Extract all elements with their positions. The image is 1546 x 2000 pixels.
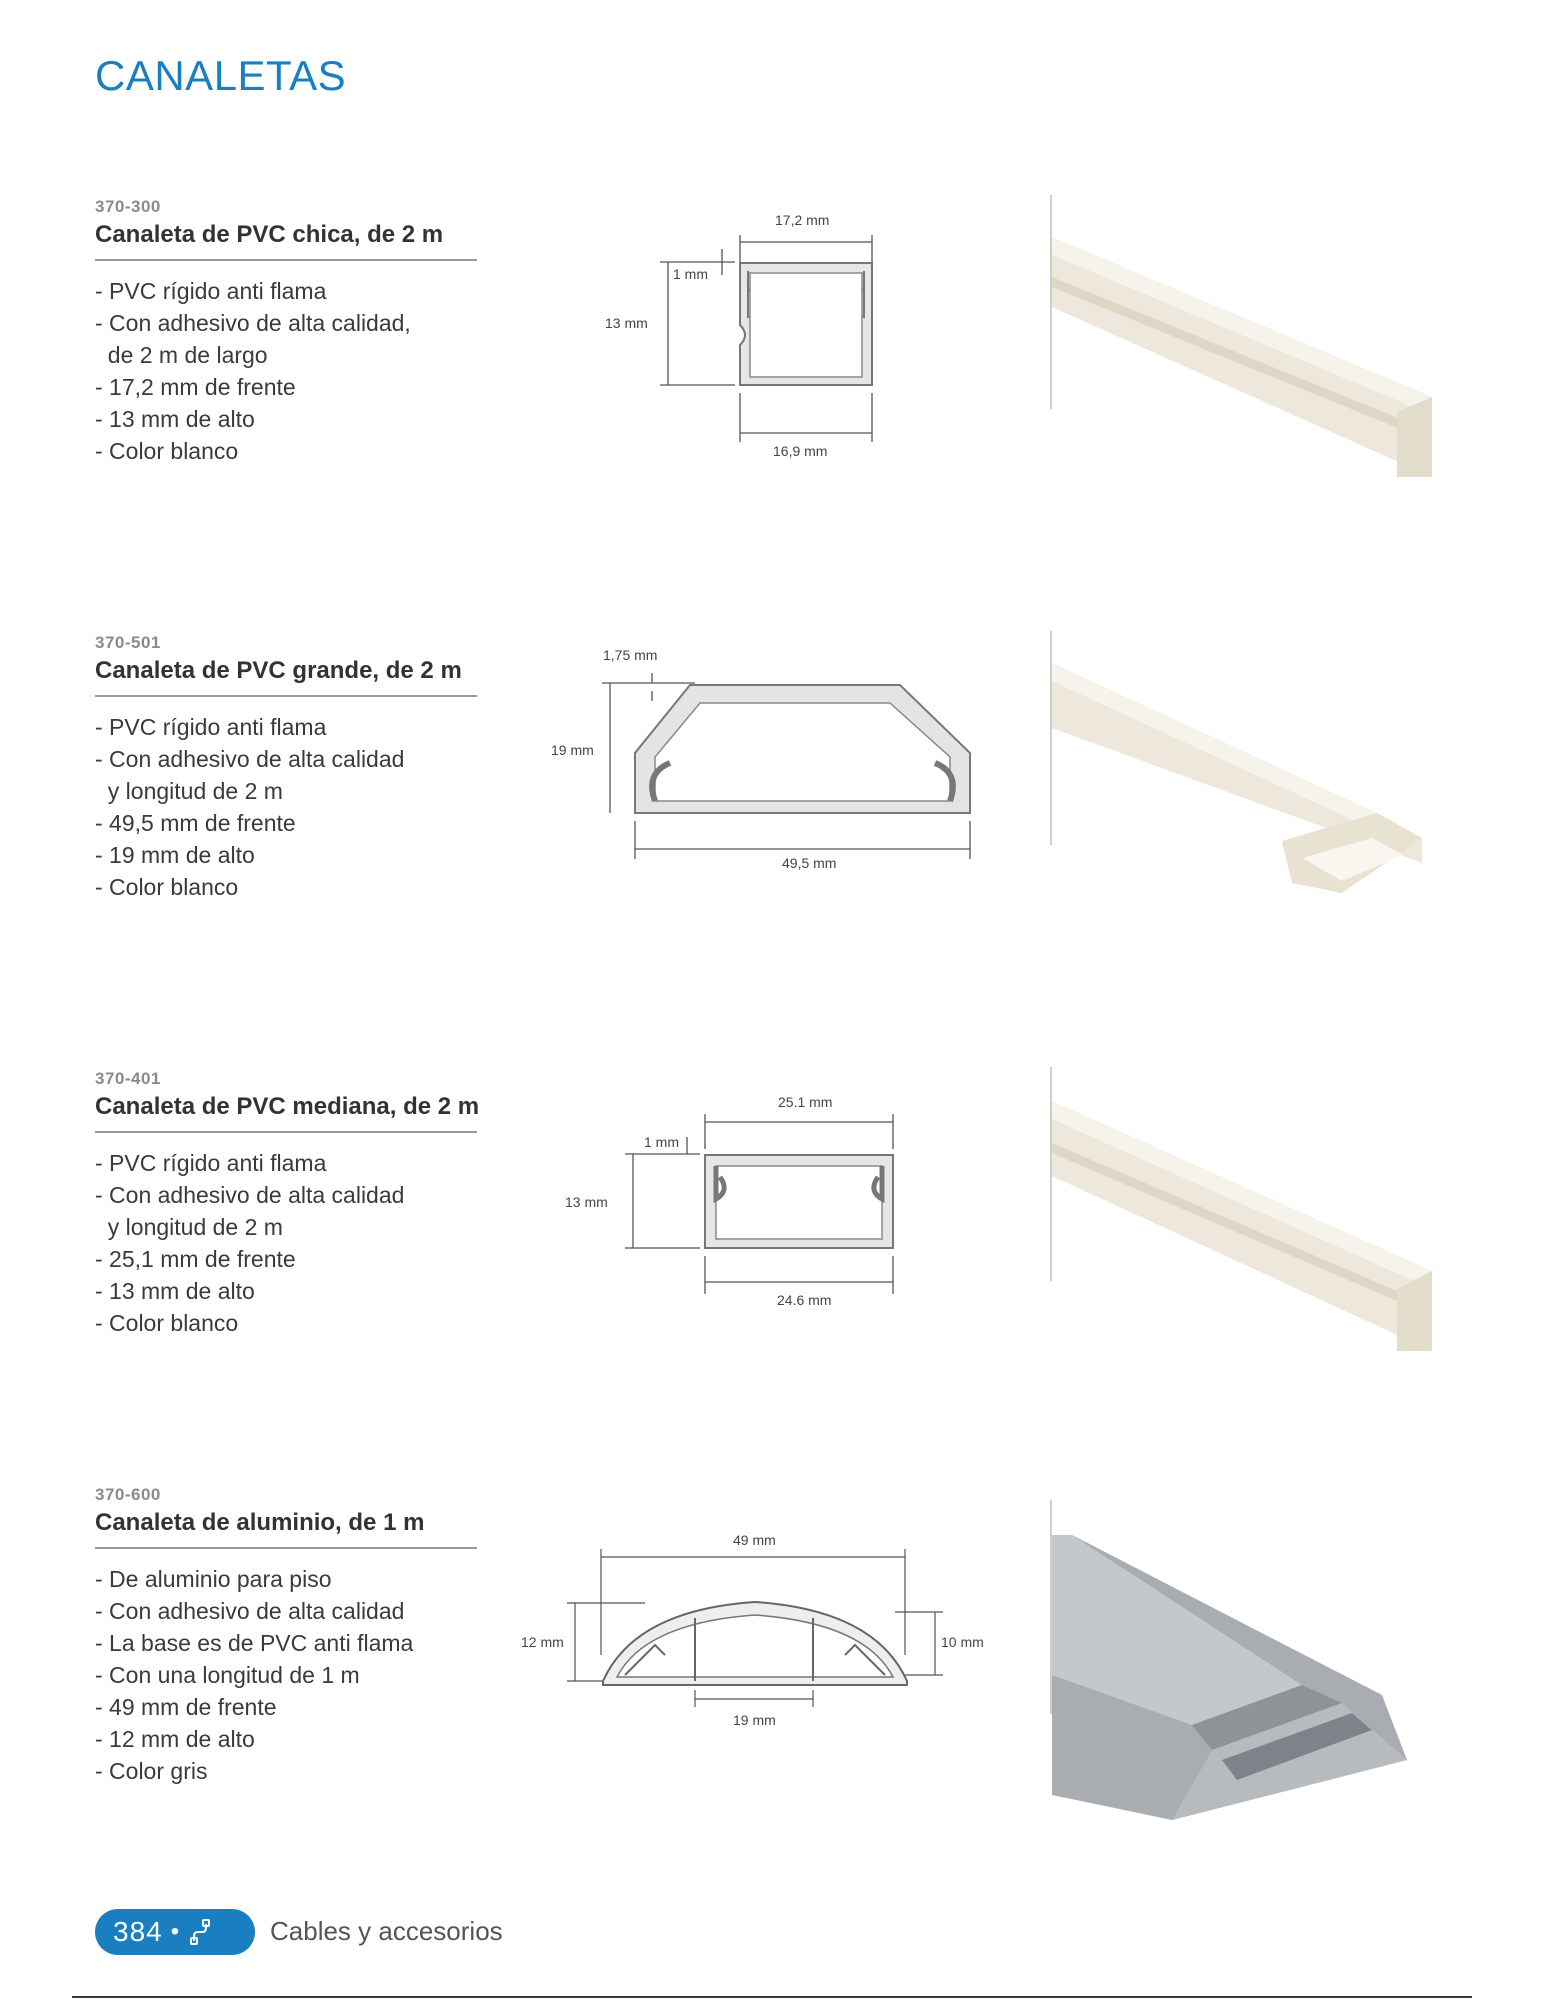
product-photo xyxy=(1052,237,1432,482)
feature-item: - Color blanco xyxy=(95,874,239,900)
page-number: 384 xyxy=(113,1916,163,1947)
cross-section-diagram xyxy=(590,197,910,467)
product-code: 370-401 xyxy=(95,1069,161,1088)
feature-list xyxy=(95,1563,413,1787)
feature-list xyxy=(95,711,404,903)
cross-section-diagram xyxy=(560,1069,920,1319)
product-name: Canaleta de PVC mediana, de 2 m xyxy=(95,1093,480,1120)
feature-item: y longitud de 2 m xyxy=(95,1214,283,1240)
feature-item: - Con adhesivo de alta calidad xyxy=(95,1598,405,1624)
dim-width: 49,5 mm xyxy=(782,855,837,871)
feature-item: - 25,1 mm de frente xyxy=(95,1246,296,1272)
feature-item: - Color gris xyxy=(95,1758,208,1784)
cross-section-diagram xyxy=(545,633,985,883)
feature-item: - 49,5 mm de frente xyxy=(95,810,296,836)
feature-item: - 19 mm de alto xyxy=(95,842,255,868)
separator-dot: • xyxy=(170,1918,180,1945)
cable-icon xyxy=(189,1919,215,1945)
feature-item: - Con adhesivo de alta calidad xyxy=(95,1182,405,1208)
feature-item: - 13 mm de alto xyxy=(95,1278,255,1304)
product-photo xyxy=(1052,1535,1412,1820)
dim-channel: 19 mm xyxy=(733,1712,776,1728)
feature-item: - PVC rígido anti flama xyxy=(95,1150,327,1176)
dim-bottom-width: 24.6 mm xyxy=(777,1292,832,1308)
title-divider xyxy=(95,1547,477,1549)
feature-item: - La base es de PVC anti flama xyxy=(95,1630,414,1656)
product-photo xyxy=(1052,663,1422,903)
dim-height: 13 mm xyxy=(605,315,648,331)
dim-height: 19 mm xyxy=(551,742,594,758)
cross-section-diagram xyxy=(515,1485,1005,1730)
product-code: 370-600 xyxy=(95,1485,161,1504)
footer-page-badge xyxy=(95,1909,255,1955)
product-code: 370-300 xyxy=(95,197,161,216)
dim-wall: 1 mm xyxy=(673,266,708,282)
dim-wall: 1 mm xyxy=(644,1134,679,1150)
title-divider xyxy=(95,1131,477,1133)
feature-list xyxy=(95,1147,404,1339)
feature-item: y longitud de 2 m xyxy=(95,778,283,804)
product-name: Canaleta de PVC grande, de 2 m xyxy=(95,657,462,684)
title-divider xyxy=(95,259,477,261)
feature-item: - 13 mm de alto xyxy=(95,406,255,432)
dim-bottom-width: 16,9 mm xyxy=(773,443,828,459)
feature-item: - 17,2 mm de frente xyxy=(95,374,296,400)
dim-wall: 1,75 mm xyxy=(603,647,658,663)
feature-item: - Con adhesivo de alta calidad xyxy=(95,746,405,772)
footer-section-title: Cables y accesorios xyxy=(270,1916,503,1946)
feature-item: de 2 m de largo xyxy=(95,342,268,368)
dim-top-width: 25.1 mm xyxy=(778,1094,833,1110)
feature-item: - 49 mm de frente xyxy=(95,1694,277,1720)
product-code: 370-501 xyxy=(95,633,161,652)
feature-item: - PVC rígido anti flama xyxy=(95,278,327,304)
dim-width: 49 mm xyxy=(733,1532,776,1548)
feature-item: - PVC rígido anti flama xyxy=(95,714,327,740)
page-title: CANALETAS xyxy=(95,52,347,99)
dim-top-width: 17,2 mm xyxy=(775,212,830,228)
footer-divider xyxy=(72,1996,1472,1998)
dim-right-height: 10 mm xyxy=(941,1634,984,1650)
feature-item: - Con adhesivo de alta calidad, xyxy=(95,310,411,336)
product-photo xyxy=(1052,1101,1432,1356)
dim-left-height: 12 mm xyxy=(521,1634,564,1650)
dim-height: 13 mm xyxy=(565,1194,608,1210)
feature-item: - Con una longitud de 1 m xyxy=(95,1662,360,1688)
feature-item: - De aluminio para piso xyxy=(95,1566,332,1592)
product-name: Canaleta de aluminio, de 1 m xyxy=(95,1509,425,1536)
feature-list xyxy=(95,275,411,467)
title-divider xyxy=(95,695,477,697)
feature-item: - Color blanco xyxy=(95,438,239,464)
feature-item: - Color blanco xyxy=(95,1310,239,1336)
feature-item: - 12 mm de alto xyxy=(95,1726,255,1752)
product-name: Canaleta de PVC chica, de 2 m xyxy=(95,221,444,248)
